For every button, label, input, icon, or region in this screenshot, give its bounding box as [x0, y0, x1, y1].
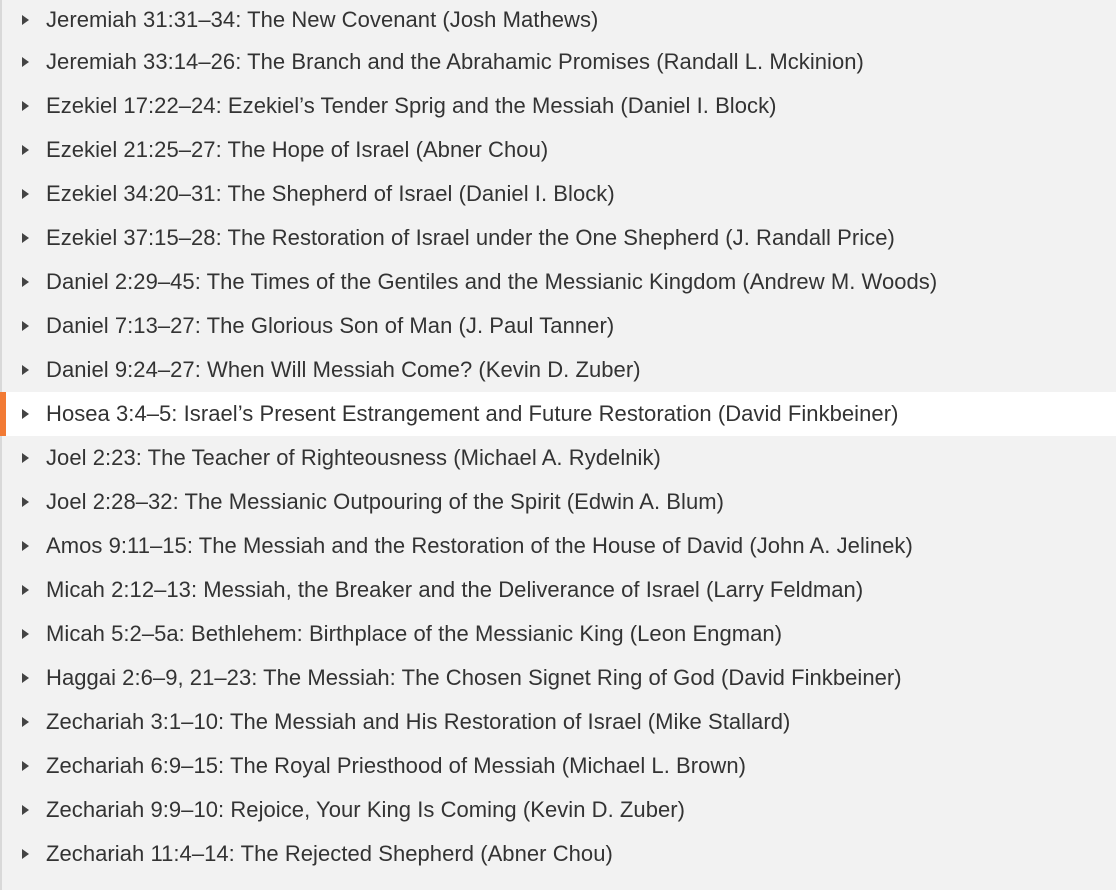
toc-item-label[interactable]: Amos 9:11–15: The Messiah and the Restoration of the House of David (John A. Jelinek): [46, 533, 913, 558]
caret-right-icon[interactable]: [22, 145, 29, 155]
toc-item[interactable]: [2, 260, 1116, 304]
toc-item-label[interactable]: Daniel 2:29–45: The Times of the Gentiles and the Messianic Kingdom (Andrew M. Woods): [46, 269, 938, 294]
caret-right-icon[interactable]: [22, 497, 29, 507]
toc-item[interactable]: [2, 436, 1116, 480]
toc-item-label[interactable]: Zechariah 3:1–10: The Messiah and His Restoration of Israel (Mike Stallard): [46, 709, 791, 734]
toc-item-label[interactable]: Ezekiel 34:20–31: The Shepherd of Israel (Daniel I. Block): [46, 181, 615, 206]
toc-item-label[interactable]: Ezekiel 37:15–28: The Restoration of Israel under the One Shepherd (J. Randall Price): [46, 225, 895, 250]
toc-item[interactable]: [2, 524, 1116, 568]
caret-right-icon[interactable]: [22, 629, 29, 639]
caret-right-icon[interactable]: [22, 277, 29, 287]
toc-item-label[interactable]: Jeremiah 31:31–34: The New Covenant (Josh Mathews): [46, 7, 599, 32]
toc-item[interactable]: [2, 348, 1116, 392]
toc-item[interactable]: [2, 788, 1116, 832]
toc-item[interactable]: [2, 0, 1116, 40]
toc-item[interactable]: [2, 612, 1116, 656]
toc-item-label[interactable]: Haggai 2:6–9, 21–23: The Messiah: The Chosen Signet Ring of God (David Finkbeiner): [46, 665, 902, 690]
caret-right-icon[interactable]: [22, 761, 29, 771]
toc-item[interactable]: [2, 744, 1116, 788]
toc-item-label[interactable]: Hosea 3:4–5: Israel’s Present Estrangement and Future Restoration (David Finkbeiner): [46, 401, 899, 426]
caret-right-icon[interactable]: [22, 717, 29, 727]
toc-item-label[interactable]: Joel 2:23: The Teacher of Righteousness (Michael A. Rydelnik): [46, 445, 661, 470]
toc-item[interactable]: [2, 128, 1116, 172]
toc-item-label[interactable]: Zechariah 6:9–15: The Royal Priesthood of Messiah (Michael L. Brown): [46, 753, 747, 778]
caret-right-icon[interactable]: [22, 849, 29, 859]
toc-item[interactable]: [2, 172, 1116, 216]
toc-item-label[interactable]: Daniel 7:13–27: The Glorious Son of Man (J. Paul Tanner): [46, 313, 615, 338]
caret-right-icon[interactable]: [22, 57, 29, 67]
caret-right-icon[interactable]: [22, 101, 29, 111]
toc-item-label[interactable]: Daniel 9:24–27: When Will Messiah Come? (Kevin D. Zuber): [46, 357, 641, 382]
caret-right-icon[interactable]: [22, 321, 29, 331]
toc-item[interactable]: [2, 832, 1116, 876]
toc-item[interactable]: [2, 40, 1116, 84]
toc-item-label[interactable]: Ezekiel 17:22–24: Ezekiel’s Tender Sprig and the Messiah (Daniel I. Block): [46, 93, 777, 118]
toc-item-label[interactable]: Jeremiah 33:14–26: The Branch and the Abrahamic Promises (Randall L. Mckinion): [46, 49, 864, 74]
toc-item[interactable]: [2, 700, 1116, 744]
toc-item[interactable]: [2, 304, 1116, 348]
caret-right-icon[interactable]: [22, 15, 29, 25]
toc-item-label[interactable]: Micah 5:2–5a: Bethlehem: Birthplace of the Messianic King (Leon Engman): [46, 621, 783, 646]
toc-item-label[interactable]: Zechariah 9:9–10: Rejoice, Your King Is Coming (Kevin D. Zuber): [46, 797, 686, 822]
caret-right-icon[interactable]: [22, 585, 29, 595]
caret-right-icon[interactable]: [22, 805, 29, 815]
toc-item-label[interactable]: Joel 2:28–32: The Messianic Outpouring of the Spirit (Edwin A. Blum): [46, 489, 725, 514]
caret-right-icon[interactable]: [22, 541, 29, 551]
toc-item-label[interactable]: Zechariah 11:4–14: The Rejected Shepherd (Abner Chou): [46, 841, 613, 866]
caret-right-icon[interactable]: [22, 673, 29, 683]
toc-item[interactable]: [2, 216, 1116, 260]
toc-item-selected[interactable]: [2, 392, 1116, 436]
caret-right-icon[interactable]: [22, 409, 29, 419]
caret-right-icon[interactable]: [22, 189, 29, 199]
caret-right-icon[interactable]: [22, 453, 29, 463]
toc-item[interactable]: [2, 480, 1116, 524]
toc-item-label[interactable]: Micah 2:12–13: Messiah, the Breaker and the Deliverance of Israel (Larry Feldman): [46, 577, 864, 602]
toc-item[interactable]: [2, 656, 1116, 700]
toc-item[interactable]: [2, 84, 1116, 128]
caret-right-icon[interactable]: [22, 233, 29, 243]
toc-item[interactable]: [2, 568, 1116, 612]
caret-right-icon[interactable]: [22, 365, 29, 375]
toc-item-label[interactable]: Ezekiel 21:25–27: The Hope of Israel (Abner Chou): [46, 137, 549, 162]
